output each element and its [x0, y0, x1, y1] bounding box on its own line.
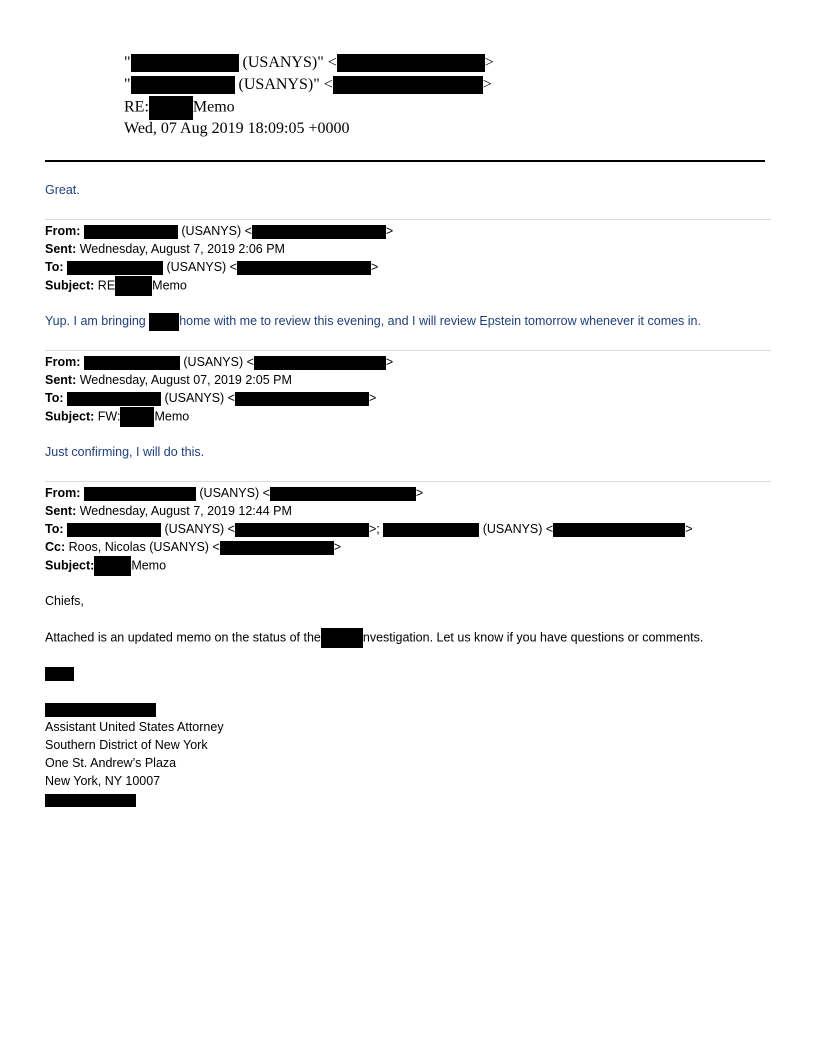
redaction-block — [84, 225, 178, 239]
redaction-block — [45, 667, 74, 681]
email4-cc — [45, 538, 341, 556]
redaction-block — [252, 225, 386, 239]
to-org: (USANYS) < — [161, 522, 235, 536]
header-from-org: (USANYS)" < — [238, 54, 337, 71]
redaction-block — [235, 392, 369, 406]
redaction-block — [149, 313, 179, 331]
message-separator — [45, 350, 771, 351]
redaction-block — [120, 407, 154, 427]
redaction-block — [84, 487, 196, 501]
redaction-block — [235, 523, 369, 537]
to-label: To: — [45, 391, 64, 405]
from-org: (USANYS) < — [195, 486, 270, 500]
sent-value: Wednesday, August 7, 2019 2:06 PM — [76, 242, 285, 256]
sent-label: Sent: — [45, 242, 77, 256]
subject-label: Subject: — [45, 409, 95, 424]
redaction-block — [67, 261, 163, 275]
header-date-value: Wed, 07 Aug 2019 18:09:05 +0000 — [124, 120, 350, 137]
redaction-block — [84, 356, 180, 370]
to-separator: >; — [368, 522, 384, 536]
from-org: (USANYS) < — [177, 224, 252, 238]
redaction-block — [254, 356, 386, 370]
subject-label: Subject: — [45, 278, 95, 293]
email4-to — [45, 520, 693, 538]
redaction-block — [115, 276, 152, 296]
sent-label: Sent: — [45, 373, 77, 387]
header-from-quote: " — [124, 54, 131, 71]
redaction-block — [131, 76, 235, 94]
header-subject-text: Memo — [192, 98, 235, 116]
header-to-quote: " — [124, 76, 131, 93]
email2-to — [45, 258, 378, 276]
email4-greeting: Chiefs, — [45, 594, 84, 608]
header-subject-value — [124, 96, 235, 120]
subject-text: Memo — [152, 278, 187, 293]
subject-text: Memo — [154, 409, 190, 424]
to-close: > — [685, 522, 693, 536]
email2-sent — [45, 240, 285, 258]
body-text-end: nvestigation. Let us know if you have questions or comments. — [362, 630, 704, 645]
signature-line: Southern District of New York — [45, 738, 208, 752]
email3-subject — [45, 407, 189, 427]
body-text-start: Attached is an updated memo on the status of the — [45, 630, 321, 645]
to-label: To: — [45, 260, 64, 274]
from-label: From: — [45, 355, 81, 369]
cc-label: Cc: — [45, 540, 66, 554]
from-label: From: — [45, 224, 81, 238]
message-separator — [45, 219, 771, 220]
redaction-block — [383, 523, 479, 537]
redaction-block — [220, 541, 334, 555]
redaction-block — [67, 523, 161, 537]
redaction-block — [270, 487, 416, 501]
subject-prefix: RE — [94, 278, 116, 293]
signature-line: One St. Andrew’s Plaza — [45, 756, 177, 770]
redaction-block — [94, 556, 131, 576]
sent-value: Wednesday, August 07, 2019 2:05 PM — [76, 373, 292, 387]
header-to-value — [124, 74, 492, 96]
email3-from — [45, 353, 393, 371]
redaction-block — [333, 76, 483, 94]
redaction-block — [149, 96, 193, 120]
header-to-org: (USANYS)" < — [234, 76, 333, 93]
to-org: (USANYS) < — [161, 391, 235, 405]
cc-value: Roos, Nicolas (USANYS) < — [65, 540, 220, 554]
subject-label: Subject: — [45, 558, 95, 573]
reply-text: Great. — [45, 183, 80, 197]
email4-sent — [45, 502, 292, 520]
redaction-block — [131, 54, 239, 72]
redaction-block — [237, 261, 371, 275]
email4-subject — [45, 556, 166, 576]
body-text-end: home with me to review this evening, and I will review Epstein tomorrow whenever it comes in. — [179, 314, 701, 328]
email3-body: Just confirming, I will do this. — [45, 445, 205, 459]
redaction-block — [45, 703, 156, 717]
from-close: > — [385, 355, 394, 369]
header-divider — [45, 160, 765, 162]
to-label: To: — [45, 522, 64, 536]
header-from-value — [124, 52, 494, 74]
redaction-block — [45, 794, 136, 807]
to-close: > — [368, 391, 377, 405]
to-close: > — [370, 260, 379, 274]
email3-sent — [45, 371, 292, 389]
signature-line: New York, NY 10007 — [45, 774, 161, 788]
subject-prefix: FW: — [94, 409, 121, 424]
email2-from — [45, 222, 393, 240]
cc-close: > — [333, 540, 342, 554]
body-text-start: Yup. I am bringing — [45, 314, 150, 328]
redaction-block — [67, 392, 161, 406]
redaction-block — [321, 628, 363, 648]
redaction-block — [337, 54, 485, 72]
header-to-close: > — [482, 76, 492, 93]
redaction-block — [553, 523, 685, 537]
sent-value: Wednesday, August 7, 2019 12:44 PM — [76, 504, 292, 518]
email4-body — [45, 628, 703, 648]
signature-line: Assistant United States Attorney — [45, 720, 224, 734]
email2-body — [45, 312, 701, 331]
email3-to — [45, 389, 376, 407]
from-org: (USANYS) < — [179, 355, 254, 369]
message-separator — [45, 481, 771, 482]
from-close: > — [415, 486, 424, 500]
from-label: From: — [45, 486, 81, 500]
to-org-2: (USANYS) < — [479, 522, 554, 536]
email4-from — [45, 484, 423, 502]
to-org: (USANYS) < — [163, 260, 237, 274]
subject-text: Memo — [131, 558, 167, 573]
sent-label: Sent: — [45, 504, 77, 518]
header-subject-prefix: RE: — [124, 98, 149, 116]
header-from-close: > — [484, 54, 494, 71]
from-close: > — [385, 224, 394, 238]
email2-subject — [45, 276, 187, 296]
